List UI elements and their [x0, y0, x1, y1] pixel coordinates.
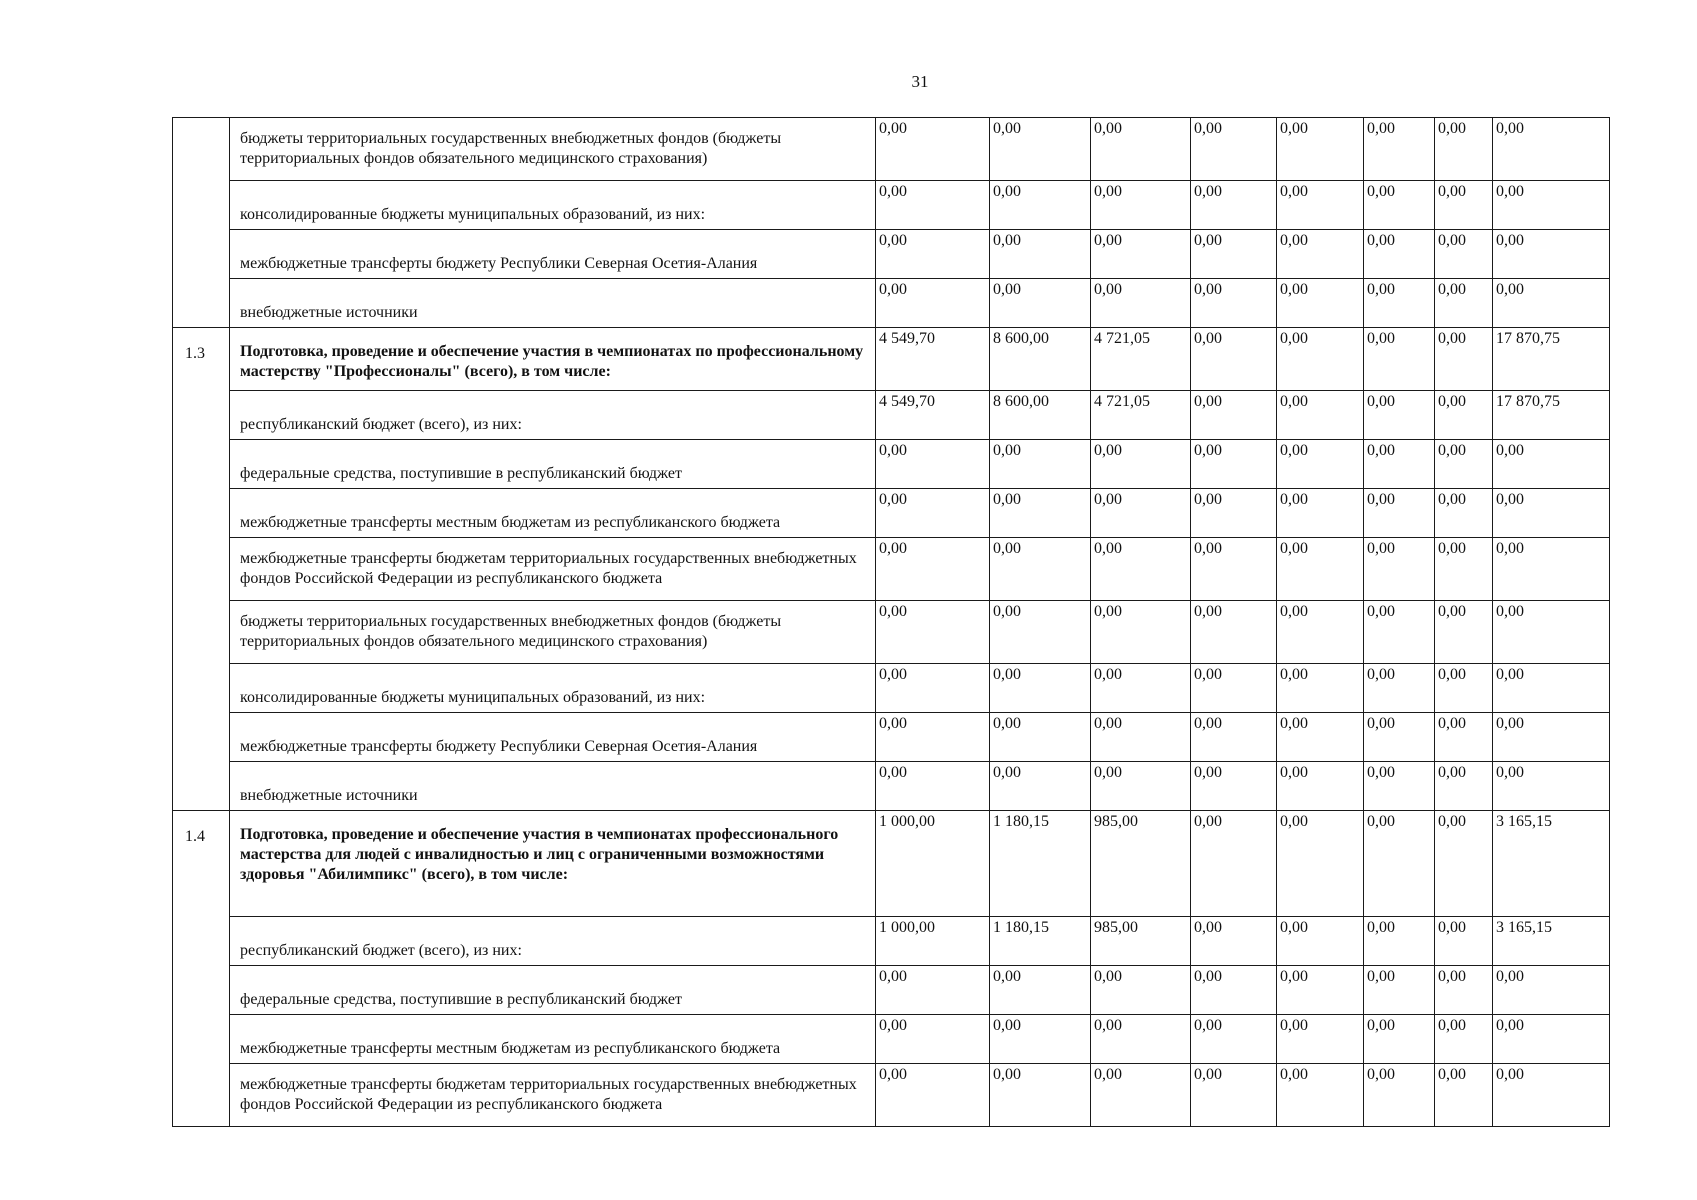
value-cell: 0,00: [1435, 762, 1493, 811]
value-cell: 0,00: [1191, 230, 1277, 279]
table-row: [173, 181, 1610, 230]
table-row: [173, 118, 1610, 181]
value-cell: 0,00: [1435, 279, 1493, 328]
value-cell: 0,00: [1191, 762, 1277, 811]
value-cell: 0,00: [990, 713, 1091, 762]
value-cell: 0,00: [1091, 601, 1191, 664]
value-cell: 0,00: [1493, 118, 1610, 181]
table-row: [173, 440, 1610, 489]
value-cell: 0,00: [1493, 966, 1610, 1015]
value-cell: 0,00: [1277, 917, 1364, 966]
value-cell: 0,00: [1191, 391, 1277, 440]
value-cell: 0,00: [1493, 230, 1610, 279]
table-row: [173, 1015, 1610, 1064]
value-cell: 4 549,70: [876, 391, 990, 440]
value-cell: 0,00: [1191, 538, 1277, 601]
value-cell: 0,00: [1364, 279, 1435, 328]
table-row: [173, 1064, 1610, 1127]
value-cell: 0,00: [1435, 966, 1493, 1015]
value-cell: 0,00: [1091, 1064, 1191, 1127]
table-row: [173, 328, 1610, 391]
value-cell: 0,00: [1493, 601, 1610, 664]
value-cell: 0,00: [990, 181, 1091, 230]
table-row: [173, 601, 1610, 664]
value-cell: 0,00: [876, 440, 990, 489]
table-row: [173, 230, 1610, 279]
value-cell: 985,00: [1091, 811, 1191, 917]
value-cell: 0,00: [1364, 1064, 1435, 1127]
value-cell: 8 600,00: [990, 391, 1091, 440]
value-cell: 0,00: [1277, 811, 1364, 917]
value-cell: 0,00: [1277, 391, 1364, 440]
row-label: бюджеты территориальных государственных внебюджетных фондов (бюджеты территориальных фондов обязательного медицинского страхования): [230, 118, 876, 181]
value-cell: 0,00: [1435, 538, 1493, 601]
value-cell: 0,00: [990, 664, 1091, 713]
value-cell: 0,00: [1277, 489, 1364, 538]
value-cell: 0,00: [990, 489, 1091, 538]
value-cell: 0,00: [990, 1015, 1091, 1064]
value-cell: 0,00: [1091, 489, 1191, 538]
value-cell: 0,00: [876, 762, 990, 811]
value-cell: 0,00: [1364, 1015, 1435, 1064]
value-cell: 0,00: [1191, 489, 1277, 538]
value-cell: 0,00: [876, 601, 990, 664]
value-cell: 0,00: [1277, 1015, 1364, 1064]
value-cell: 0,00: [1435, 391, 1493, 440]
row-label: внебюджетные источники: [230, 279, 876, 328]
value-cell: 0,00: [1277, 279, 1364, 328]
value-cell: 0,00: [1435, 811, 1493, 917]
budget-table: [172, 117, 1610, 1127]
value-cell: 0,00: [1091, 1015, 1191, 1064]
value-cell: 0,00: [1364, 391, 1435, 440]
value-cell: 0,00: [990, 966, 1091, 1015]
value-cell: 1 000,00: [876, 811, 990, 917]
row-label: бюджеты территориальных государственных внебюджетных фондов (бюджеты территориальных фондов обязательного медицинского страхования): [230, 601, 876, 664]
value-cell: 0,00: [1493, 440, 1610, 489]
value-cell: 0,00: [1191, 811, 1277, 917]
value-cell: 0,00: [1191, 181, 1277, 230]
value-cell: 0,00: [1435, 181, 1493, 230]
value-cell: 1 180,15: [990, 917, 1091, 966]
value-cell: 0,00: [1364, 762, 1435, 811]
value-cell: 985,00: [1091, 917, 1191, 966]
value-cell: 0,00: [1435, 917, 1493, 966]
value-cell: 0,00: [1091, 118, 1191, 181]
value-cell: 0,00: [1191, 279, 1277, 328]
table-row: [173, 391, 1610, 440]
value-cell: 0,00: [1435, 1015, 1493, 1064]
value-cell: 0,00: [1493, 1064, 1610, 1127]
row-label: республиканский бюджет (всего), из них:: [230, 917, 876, 966]
row-label: внебюджетные источники: [230, 762, 876, 811]
value-cell: 0,00: [1277, 664, 1364, 713]
page-number: 31: [911, 72, 929, 91]
table-row: [173, 811, 1610, 917]
row-label: межбюджетные трансферты бюджету Республики Северная Осетия-Алания: [230, 230, 876, 279]
row-label: межбюджетные трансферты местным бюджетам из республиканского бюджета: [230, 1015, 876, 1064]
value-cell: 0,00: [876, 118, 990, 181]
value-cell: 0,00: [1493, 279, 1610, 328]
value-cell: 0,00: [1435, 713, 1493, 762]
section-number: 1.3: [173, 328, 230, 811]
value-cell: 0,00: [1091, 664, 1191, 713]
value-cell: 0,00: [1277, 440, 1364, 489]
value-cell: 0,00: [1191, 1015, 1277, 1064]
value-cell: 0,00: [1191, 1064, 1277, 1127]
row-label: федеральные средства, поступившие в республиканский бюджет: [230, 966, 876, 1015]
value-cell: 3 165,15: [1493, 811, 1610, 917]
value-cell: 4 549,70: [876, 328, 990, 391]
value-cell: 0,00: [1191, 118, 1277, 181]
value-cell: 8 600,00: [990, 328, 1091, 391]
row-label: межбюджетные трансферты бюджетам территориальных государственных внебюджетных фондов Российской Федерации из республиканского бюджета: [230, 538, 876, 601]
value-cell: 0,00: [1277, 1064, 1364, 1127]
table-row: [173, 917, 1610, 966]
value-cell: 0,00: [1191, 440, 1277, 489]
value-cell: 0,00: [1277, 762, 1364, 811]
value-cell: 0,00: [1435, 1064, 1493, 1127]
value-cell: 0,00: [1364, 118, 1435, 181]
value-cell: 0,00: [1435, 440, 1493, 489]
row-label: межбюджетные трансферты местным бюджетам из республиканского бюджета: [230, 489, 876, 538]
value-cell: 0,00: [1435, 328, 1493, 391]
value-cell: 4 721,05: [1091, 391, 1191, 440]
table-row: [173, 762, 1610, 811]
row-label: республиканский бюджет (всего), из них:: [230, 391, 876, 440]
value-cell: 0,00: [1493, 489, 1610, 538]
value-cell: 0,00: [1091, 230, 1191, 279]
value-cell: 0,00: [1191, 917, 1277, 966]
value-cell: 0,00: [1091, 440, 1191, 489]
value-cell: 0,00: [1191, 966, 1277, 1015]
value-cell: 1 180,15: [990, 811, 1091, 917]
row-label: федеральные средства, поступившие в республиканский бюджет: [230, 440, 876, 489]
value-cell: 1 000,00: [876, 917, 990, 966]
row-label: консолидированные бюджеты муниципальных образований, из них:: [230, 664, 876, 713]
value-cell: 0,00: [1435, 230, 1493, 279]
row-label: межбюджетные трансферты бюджету Республики Северная Осетия-Алания: [230, 713, 876, 762]
value-cell: 0,00: [1091, 279, 1191, 328]
value-cell: 0,00: [1364, 181, 1435, 230]
value-cell: 0,00: [1091, 181, 1191, 230]
value-cell: 0,00: [1493, 538, 1610, 601]
value-cell: 0,00: [1277, 966, 1364, 1015]
value-cell: 0,00: [876, 181, 990, 230]
value-cell: 0,00: [1364, 917, 1435, 966]
table-row: [173, 966, 1610, 1015]
value-cell: 0,00: [1191, 328, 1277, 391]
value-cell: 0,00: [1364, 664, 1435, 713]
value-cell: 0,00: [1435, 664, 1493, 713]
value-cell: 0,00: [990, 538, 1091, 601]
value-cell: 0,00: [1493, 762, 1610, 811]
section-number: [173, 118, 230, 328]
value-cell: 0,00: [1364, 538, 1435, 601]
value-cell: 0,00: [1091, 966, 1191, 1015]
value-cell: 0,00: [1277, 328, 1364, 391]
table-row: [173, 489, 1610, 538]
value-cell: 0,00: [1364, 811, 1435, 917]
value-cell: 0,00: [1435, 601, 1493, 664]
value-cell: 0,00: [990, 440, 1091, 489]
table-row: [173, 713, 1610, 762]
value-cell: 0,00: [876, 1015, 990, 1064]
value-cell: 0,00: [876, 489, 990, 538]
value-cell: 0,00: [1364, 601, 1435, 664]
table-body: [173, 118, 1610, 1127]
value-cell: 0,00: [1493, 664, 1610, 713]
table-row: [173, 279, 1610, 328]
value-cell: 0,00: [990, 230, 1091, 279]
section-title: Подготовка, проведение и обеспечение участия в чемпионатах профессионального мастерства для людей с инвалидностью и лиц с ограниченными возможностями здоровья "Абилимпикс" (всего), в том числе:: [230, 811, 876, 917]
table-row: [173, 664, 1610, 713]
value-cell: 0,00: [876, 230, 990, 279]
value-cell: 0,00: [990, 1064, 1091, 1127]
value-cell: 0,00: [1277, 181, 1364, 230]
value-cell: 0,00: [1277, 538, 1364, 601]
row-label: межбюджетные трансферты бюджетам территориальных государственных внебюджетных фондов Российской Федерации из республиканского бюджета: [230, 1064, 876, 1127]
table-row: [173, 538, 1610, 601]
value-cell: 0,00: [1277, 713, 1364, 762]
value-cell: 0,00: [876, 279, 990, 328]
value-cell: 0,00: [1191, 713, 1277, 762]
value-cell: 0,00: [1364, 966, 1435, 1015]
value-cell: 0,00: [1493, 713, 1610, 762]
value-cell: 0,00: [990, 601, 1091, 664]
value-cell: 0,00: [876, 538, 990, 601]
value-cell: 0,00: [990, 279, 1091, 328]
value-cell: 0,00: [1277, 118, 1364, 181]
value-cell: 0,00: [1191, 601, 1277, 664]
value-cell: 0,00: [876, 713, 990, 762]
section-number: 1.4: [173, 811, 230, 1127]
value-cell: 4 721,05: [1091, 328, 1191, 391]
value-cell: 0,00: [1364, 713, 1435, 762]
value-cell: 0,00: [876, 664, 990, 713]
value-cell: 0,00: [1493, 181, 1610, 230]
value-cell: 0,00: [1364, 440, 1435, 489]
value-cell: 17 870,75: [1493, 391, 1610, 440]
value-cell: 0,00: [1364, 489, 1435, 538]
value-cell: 0,00: [1277, 230, 1364, 279]
value-cell: 0,00: [1364, 230, 1435, 279]
value-cell: 17 870,75: [1493, 328, 1610, 391]
value-cell: 0,00: [1435, 489, 1493, 538]
value-cell: 0,00: [876, 966, 990, 1015]
value-cell: 0,00: [1091, 713, 1191, 762]
value-cell: 0,00: [1191, 664, 1277, 713]
value-cell: 0,00: [1091, 538, 1191, 601]
value-cell: 0,00: [990, 762, 1091, 811]
value-cell: 0,00: [1493, 1015, 1610, 1064]
section-title: Подготовка, проведение и обеспечение участия в чемпионатах по профессиональному мастерству "Профессионалы" (всего), в том числе:: [230, 328, 876, 391]
value-cell: 0,00: [1091, 762, 1191, 811]
value-cell: 0,00: [1435, 118, 1493, 181]
value-cell: 0,00: [1364, 328, 1435, 391]
value-cell: 0,00: [990, 118, 1091, 181]
value-cell: 0,00: [1277, 601, 1364, 664]
row-label: консолидированные бюджеты муниципальных образований, из них:: [230, 181, 876, 230]
value-cell: 0,00: [876, 1064, 990, 1127]
value-cell: 3 165,15: [1493, 917, 1610, 966]
